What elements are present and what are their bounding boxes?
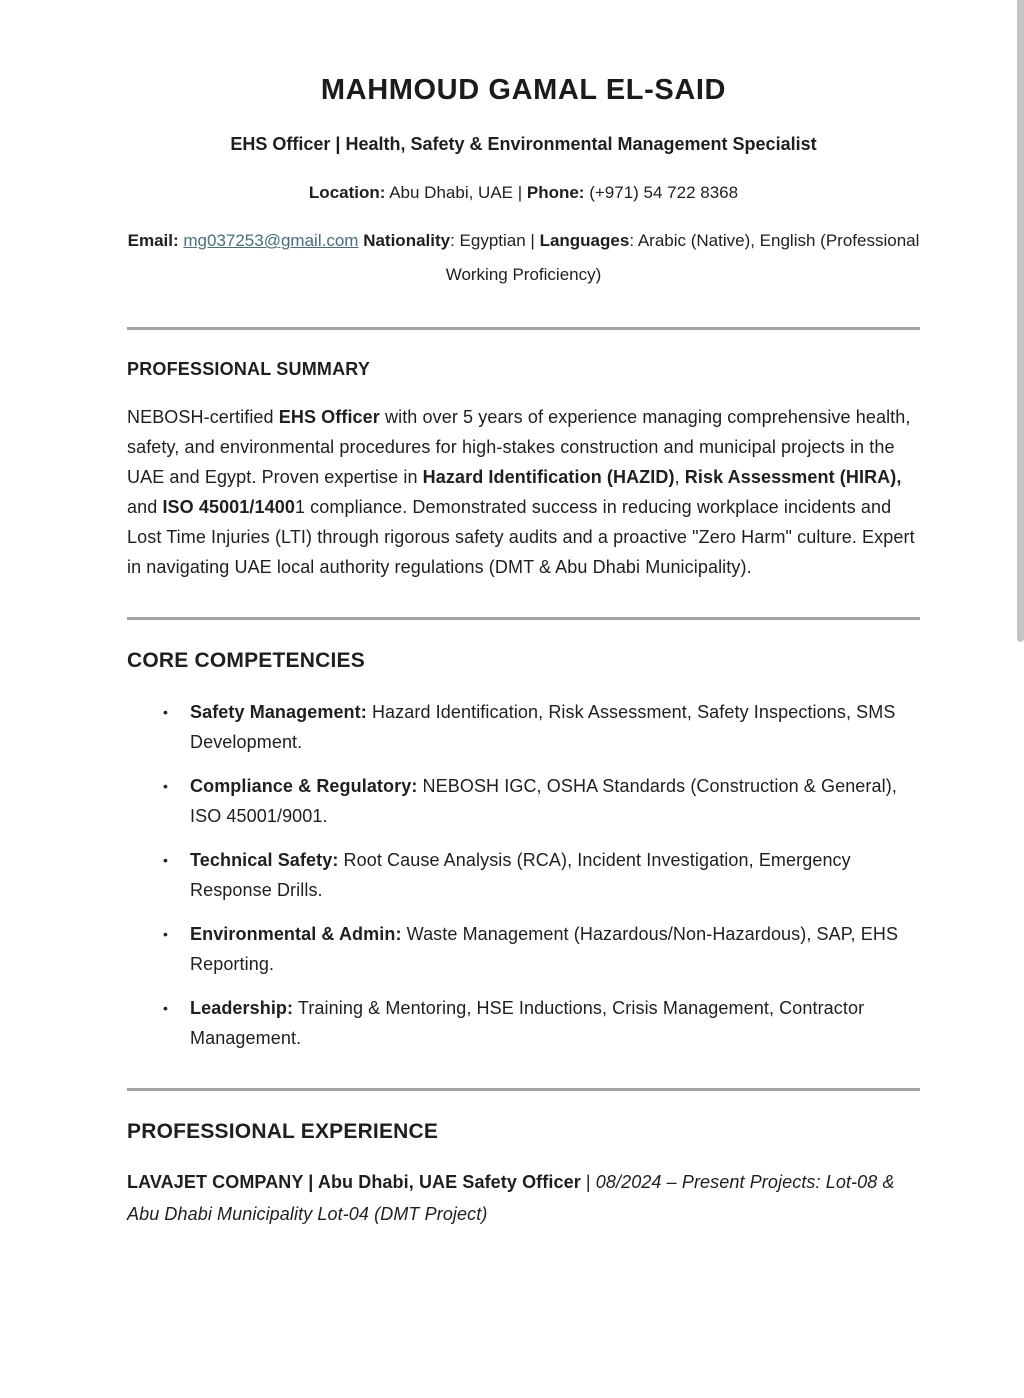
bullet-icon: • xyxy=(163,704,169,720)
bullet-icon: • xyxy=(163,926,169,942)
text-run: LAVAJET COMPANY | Abu Dhabi, UAE Safety Officer xyxy=(127,1172,581,1192)
text-run: Leadership: xyxy=(190,998,294,1018)
competencies-heading: CORE COMPETENCIES xyxy=(127,649,365,672)
candidate-title: EHS Officer | Health, Safety & Environmental Management Specialist xyxy=(230,134,817,154)
text-run: Safety Management: xyxy=(190,702,367,722)
competency-item xyxy=(163,845,920,905)
summary-heading: PROFESSIONAL SUMMARY xyxy=(127,359,371,379)
bullet-icon: • xyxy=(163,1000,169,1016)
section-professional-summary xyxy=(127,359,920,582)
competency-item xyxy=(163,697,920,757)
competencies-list xyxy=(127,697,920,1053)
text-run: Phone: xyxy=(526,183,585,202)
text-run: Hazard Identification, Risk Assessment, Safety Inspections, SMS Development. xyxy=(190,702,896,752)
competency-item xyxy=(163,919,920,979)
text-run: Training & Mentoring, HSE Inductions, Crisis Management, Contractor Management. xyxy=(190,998,865,1048)
text-run: (+971) 54 722 8368 xyxy=(584,183,739,202)
section-divider xyxy=(127,1088,920,1091)
text-run: Abu Dhabi, UAE | xyxy=(385,183,527,202)
email-link[interactable]: mg037253@gmail.com xyxy=(183,231,359,250)
section-divider xyxy=(127,327,920,330)
summary-paragraph xyxy=(127,402,920,582)
text-run: NEBOSH IGC, OSHA Standards (Construction & General), ISO 45001/9001. xyxy=(190,776,897,826)
contact-location-phone xyxy=(127,176,920,210)
candidate-name: MAHMOUD GAMAL EL-SAID xyxy=(320,74,727,106)
text-run: Location: xyxy=(308,183,386,202)
text-run: with over 5 years of experience managing comprehensive health, safety, and environmental procedures for high-stakes construction and municipal projects in the UAE and Egypt. Proven expertise in xyxy=(127,407,911,487)
text-run: : Egyptian | xyxy=(450,231,540,250)
contact-email-nationality-languages xyxy=(127,224,920,292)
text-run: 1 compliance. Demonstrated success in reducing workplace incidents and Lost Time Injuries (LTI) through rigorous safety audits and a proactive "Zero Harm" culture. Expert in navigating UAE local authority regulations (DMT & Abu Dhabi Municipality). xyxy=(127,497,915,577)
experience-heading: PROFESSIONAL EXPERIENCE xyxy=(127,1120,439,1143)
resume-header xyxy=(127,74,920,292)
competency-item xyxy=(163,993,920,1053)
text-run: EHS Officer xyxy=(278,407,380,427)
text-run: NEBOSH-certified xyxy=(127,407,279,427)
text-run: and xyxy=(127,497,163,517)
text-run: ISO 45001/1400 xyxy=(162,497,295,517)
text-run: Risk Assessment (HIRA), xyxy=(684,467,902,487)
section-professional-experience xyxy=(127,1120,920,1230)
text-run: Languages xyxy=(539,231,630,250)
section-core-competencies xyxy=(127,649,920,1053)
text-run: Waste Management (Hazardous/Non-Hazardous), SAP, EHS Reporting. xyxy=(190,924,899,974)
text-run: Root Cause Analysis (RCA), Incident Investigation, Emergency Response Drills. xyxy=(190,850,851,900)
text-run: | xyxy=(580,1172,596,1192)
vertical-scrollbar-thumb[interactable] xyxy=(1017,0,1024,642)
experience-entry xyxy=(127,1166,920,1230)
text-run: : Arabic (Native), English (Professional Working Proficiency) xyxy=(445,231,920,284)
text-run: Hazard Identification (HAZID) xyxy=(422,467,675,487)
text-run: Environmental & Admin: xyxy=(190,924,402,944)
competency-text xyxy=(190,697,920,757)
text-run: Technical Safety: xyxy=(190,850,339,870)
competency-text xyxy=(190,845,920,905)
text-run: , xyxy=(674,467,685,487)
competency-item xyxy=(163,771,920,831)
competency-text xyxy=(190,919,920,979)
text-run: Nationality xyxy=(363,231,451,250)
competency-text xyxy=(190,771,920,831)
text-run: 08/2024 – Present Projects: Lot-08 & Abu Dhabi Municipality Lot-04 (DMT Project) xyxy=(127,1172,895,1224)
section-divider xyxy=(127,617,920,620)
text-run: Compliance & Regulatory: xyxy=(190,776,418,796)
bullet-icon: • xyxy=(163,778,169,794)
bullet-icon: • xyxy=(163,852,169,868)
text-run: Email: xyxy=(127,231,179,250)
competency-text xyxy=(190,993,920,1053)
